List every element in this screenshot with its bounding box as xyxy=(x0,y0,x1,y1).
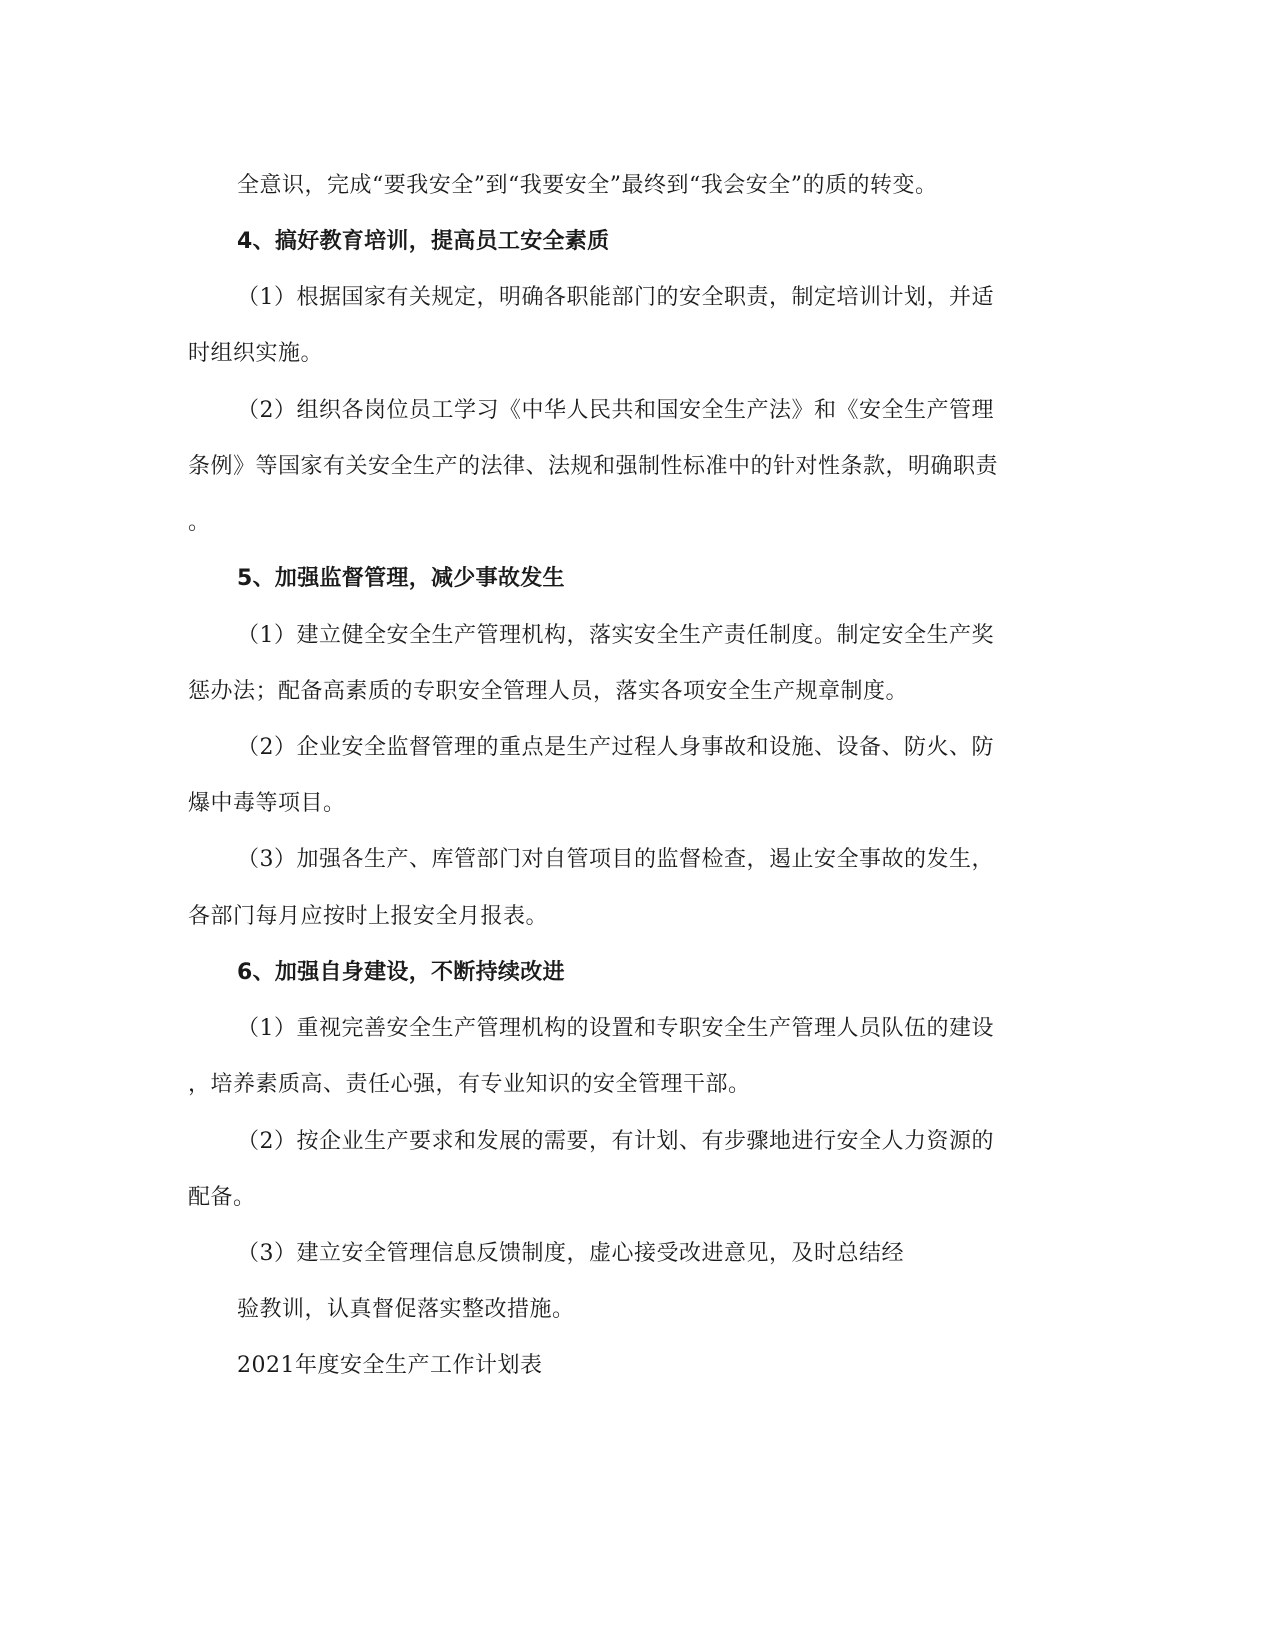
paragraph-line: ，培养素质高、责任心强，有专业知识的安全管理干部。 xyxy=(188,1072,751,1097)
paragraph-line: （1）建立健全安全生产管理机构，落实安全生产责任制度。制定安全生产奖 xyxy=(237,623,994,648)
paragraph-line: （1）重视完善安全生产管理机构的设置和专职安全生产管理人员队伍的建设 xyxy=(237,1016,994,1041)
section-heading-5: 5、加强监督管理，减少事故发生 xyxy=(237,566,565,591)
paragraph-line: 。 xyxy=(188,510,211,535)
paragraph-line: （2）按企业生产要求和发展的需要，有计划、有步骤地进行安全人力资源的 xyxy=(237,1129,994,1154)
table-title: 2021年度安全生产工作计划表 xyxy=(237,1353,543,1378)
paragraph-line: 条例》等国家有关安全生产的法律、法规和强制性标准中的针对性条款，明确职责 xyxy=(188,454,999,479)
paragraph-line: 各部门每月应按时上报安全月报表。 xyxy=(188,904,549,929)
paragraph-line: （2）企业安全监督管理的重点是生产过程人身事故和设施、设备、防火、防 xyxy=(237,735,994,760)
paragraph-line: （3）建立安全管理信息反馈制度，虚心接受改进意见，及时总结经 xyxy=(237,1241,904,1266)
paragraph-line: （2）组织各岗位员工学习《中华人民共和国安全生产法》和《安全生产管理 xyxy=(237,398,994,423)
paragraph-line: 全意识，完成“要我安全”到“我要安全”最终到“我会安全”的质的转变。 xyxy=(237,173,938,198)
paragraph-line: 配备。 xyxy=(188,1185,256,1210)
paragraph-line: （3）加强各生产、库管部门对自管项目的监督检查，遏止安全事故的发生， xyxy=(237,847,994,872)
paragraph-line: （1）根据国家有关规定，明确各职能部门的安全职责，制定培训计划，并适 xyxy=(237,285,994,310)
paragraph-line: 惩办法；配备高素质的专职安全管理人员，落实各项安全生产规章制度。 xyxy=(188,679,909,704)
paragraph-line: 验教训，认真督促落实整改措施。 xyxy=(237,1297,575,1322)
section-heading-4: 4、搞好教育培训，提高员工安全素质 xyxy=(237,229,610,254)
paragraph-line: 时组织实施。 xyxy=(188,341,324,366)
section-heading-6: 6、加强自身建设，不断持续改进 xyxy=(237,960,565,985)
paragraph-line: 爆中毒等项目。 xyxy=(188,791,346,816)
